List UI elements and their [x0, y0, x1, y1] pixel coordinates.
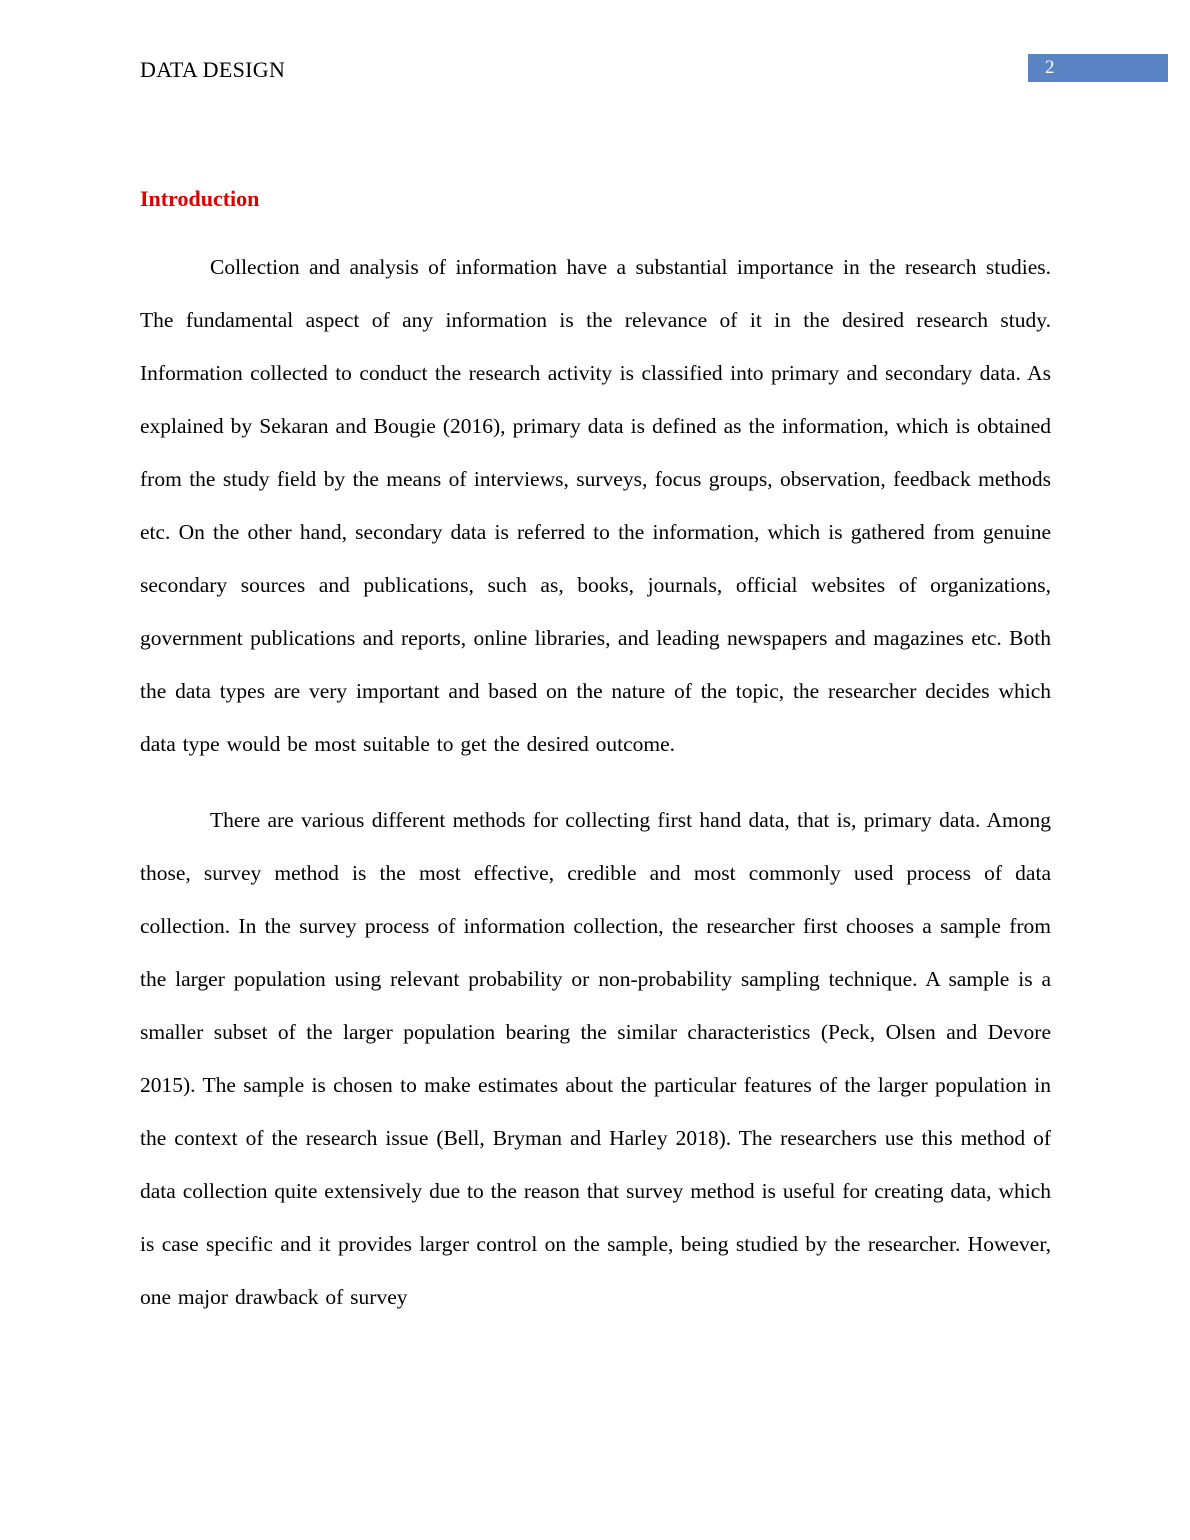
- paragraph-2: There are various different methods for collecting first hand data, that is, primary data. Among those, survey method is the most effective, credible and most commonly used process of data collection. In the survey process of information collection, the researcher first chooses a sample from the larger population using relevant probability or non-probability sampling technique. A sample is a smaller subset of the larger population bearing the similar characteristics (Peck, Olsen and Devore 2015). The sample is chosen to make estimates about the particular features of the larger population in the context of the research issue (Bell, Bryman and Harley 2018). The researchers use this method of data collection quite extensively due to the reason that survey method is useful for creating data, which is case specific and it provides larger control on the sample, being studied by the researcher. However, one major drawback of survey: [140, 808, 1051, 1309]
- page-header: [140, 54, 1168, 83]
- page-number-box: [1028, 54, 1168, 82]
- section-heading-introduction: Introduction: [140, 186, 260, 211]
- running-head-title: DATA DESIGN: [140, 57, 286, 82]
- document-body: [140, 186, 1051, 1347]
- page-number: 2: [1045, 57, 1055, 78]
- paragraph-1: Collection and analysis of information have a substantial importance in the research studies. The fundamental aspect of any information is the relevance of it in the desired research study. Information collected to conduct the research activity is classified into primary and secondary data. As explained by Sekaran and Bougie (2016), primary data is defined as the information, which is obtained from the study field by the means of interviews, surveys, focus groups, observation, feedback methods etc. On the other hand, secondary data is referred to the information, which is gathered from genuine secondary sources and publications, such as, books, journals, official websites of organizations, government publications and reports, online libraries, and leading newspapers and magazines etc. Both the data types are very important and based on the nature of the topic, the researcher decides which data type would be most suitable to get the desired outcome.: [140, 255, 1051, 756]
